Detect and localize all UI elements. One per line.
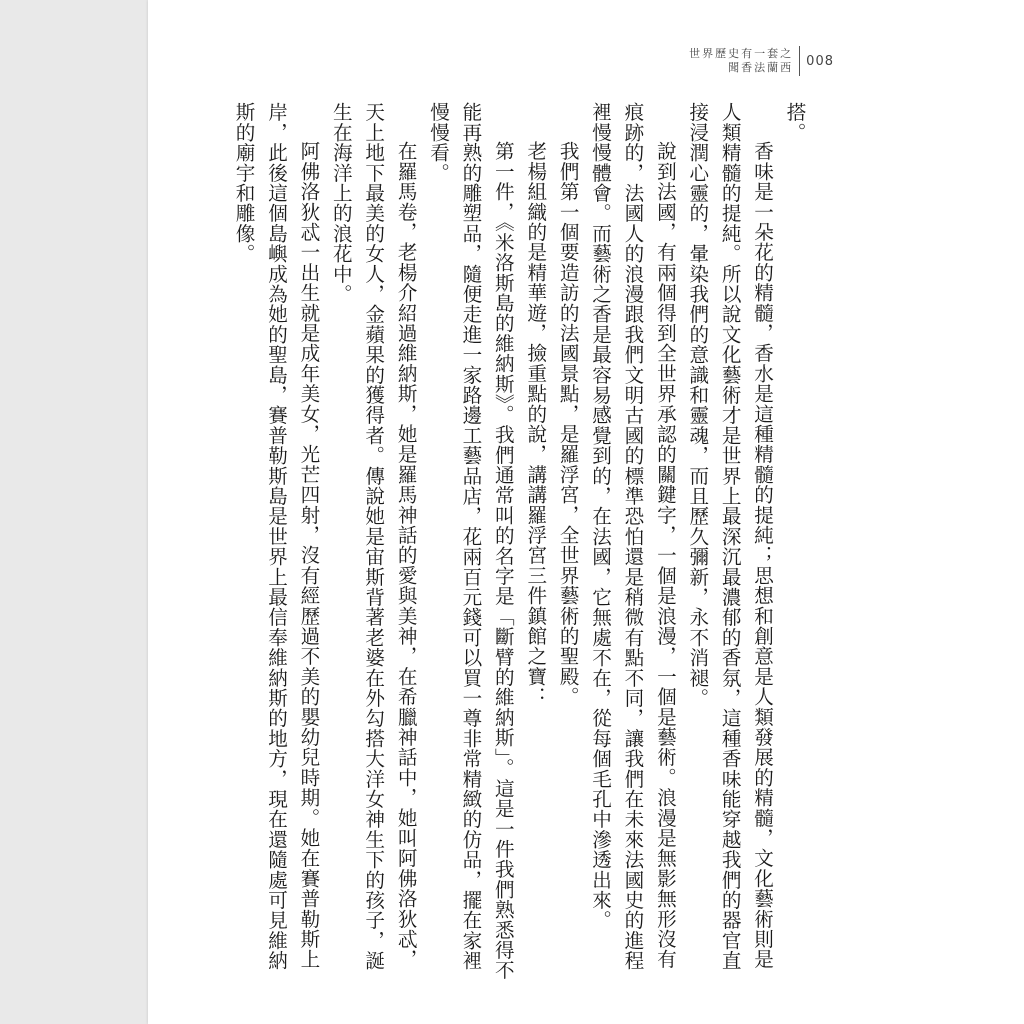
running-header bbox=[689, 46, 834, 76]
series-title: 世界歷史有一套之 bbox=[689, 47, 794, 60]
body-text bbox=[227, 102, 810, 982]
page-number: 008 bbox=[806, 53, 834, 69]
paragraph: 說到法國，有兩個得到全世界承認的關鍵字，一個是浪漫，一個是藝術。浪漫是無影無形沒有痕跡的，法國人的浪漫跟我們文明古國的標準恐怕還是稍微有點不同，讓我們在未來法國史的進程裡慢慢體會。而藝術之香是最容易感覺到的，在法國，它無處不在，從每個毛孔中滲透出來。 bbox=[588, 102, 677, 971]
paragraph: 老楊組織的是精華遊，撿重點的說，講講羅浮宮三件鎮館之寶： bbox=[523, 141, 547, 707]
header-divider bbox=[799, 46, 800, 76]
book-page bbox=[148, 0, 1024, 1024]
paragraph: 在羅馬卷，老楊介紹過維納斯，她是羅馬神話的愛與美神，在希臘神話中，她叫阿佛洛狄忒，天上地下最美的女人，金蘋果的獲得者。傳說她是宙斯背著老婆在外勾搭大洋女神生下的孩子，誕生在海洋上的浪花中。 bbox=[329, 102, 418, 971]
paragraph: 我們第一個要造訪的法國景點，是羅浮宮，全世界藝術的聖殿。 bbox=[556, 141, 580, 707]
paragraph: 第一件，《米洛斯島的維納斯》。我們通常叫的名字是「斷臂的維納斯」。這是一件我們熟悉得不能再熟的雕塑品，隨便走進一家路邊工藝品店，花兩百元錢可以買一尊非常精緻的仿品，擺在家裡慢慢看。 bbox=[426, 102, 515, 981]
paragraph: 搭。 bbox=[783, 102, 806, 143]
paragraph: 阿佛洛狄忒一出生就是成年美女，光芒四射，沒有經歷過不美的嬰幼兒時期。她在賽普勒斯上岸，此後這個島嶼成為她的聖島，賽普勒斯島是世界上最信奉維納斯的地方，現在還隨處可見維納斯的廟宇和雕像。 bbox=[232, 102, 320, 971]
paragraph: 香味是一朵花的精髓，香水是這種精髓的提純；思想和創意是人類發展的精髓，文化藝術則是人類精髓的提純。所以說文化藝術才是世界上最深沉最濃郁的香氛，這種香味能穿越我們的器官直接浸潤心靈的，暈染我們的意識和靈魂，而且歷久彌新，永不消褪。 bbox=[685, 102, 774, 971]
running-header-titles bbox=[689, 47, 793, 75]
book-title: 聞香法蘭西 bbox=[728, 61, 794, 74]
